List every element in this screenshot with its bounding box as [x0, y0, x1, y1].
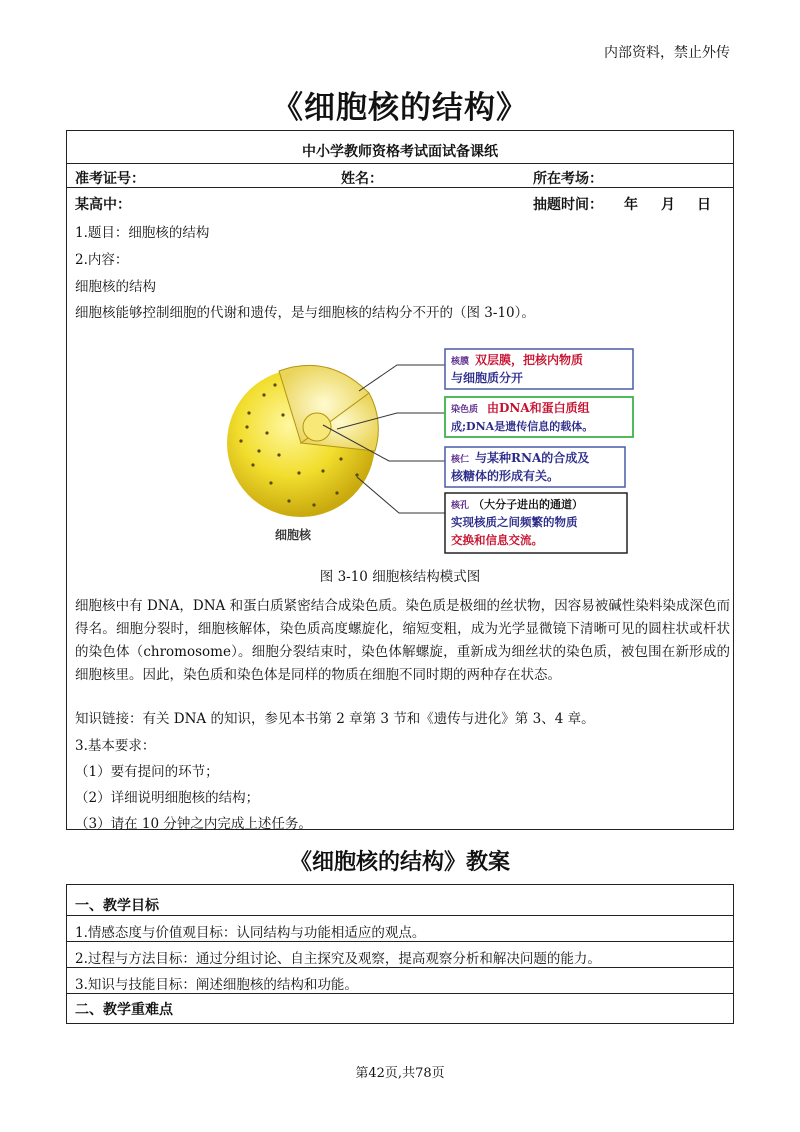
- school-label: 某高中：: [75, 197, 131, 213]
- callout-tag: 核膜: [451, 357, 470, 367]
- nucleus-illustration: [219, 343, 594, 559]
- requirement-item: （2）详细说明细胞核的结构；: [75, 790, 260, 806]
- divider: [67, 187, 733, 188]
- callout-tag: 染色质: [451, 405, 479, 415]
- sheet-heading: 中小学教师资格考试面试备课纸: [302, 144, 498, 160]
- exam-prep-sheet: [66, 130, 734, 830]
- confidential-notice: 内部资料，禁止外传: [604, 45, 730, 61]
- key-points-heading: 二、教学重难点: [75, 1002, 173, 1018]
- lesson-plan-table: [66, 884, 734, 1024]
- year-label: 年: [624, 197, 638, 213]
- requirements-label: 3.基本要求：: [75, 738, 156, 754]
- goal-item: 1.情感态度与价值观目标：认同结构与功能相适应的观点。: [75, 925, 426, 941]
- section-title: 细胞核的结构: [75, 279, 156, 295]
- nucleus-diagram: [219, 343, 594, 559]
- topic-line: 1.题目：细胞核的结构: [75, 225, 210, 241]
- content-label: 2.内容：: [75, 252, 129, 268]
- callout-text: 与某种RNA的合成及: [475, 451, 590, 465]
- divider: [67, 915, 733, 916]
- callout-text: 双层膜，把核内物质: [475, 353, 584, 367]
- callout-text: 与细胞质分开: [451, 371, 524, 385]
- callout-text: 由DNA和蛋白质组: [487, 401, 590, 415]
- callout-text: （大分子进出的通道）: [473, 498, 583, 511]
- intro-line: 细胞核能够控制细胞的代谢和遗传，是与细胞核的结构分不开的（图 3-10）。: [75, 305, 535, 321]
- callout-text: 成;DNA是遗传信息的载体。: [451, 420, 594, 433]
- page-title: 《细胞核的结构》: [272, 90, 528, 126]
- callout-text: 交换和信息交流。: [451, 533, 543, 547]
- nucleus-label: 细胞核: [275, 528, 312, 542]
- knowledge-link: 知识链接：有关 DNA 的知识，参见本书第 2 章第 3 节和《遗传与进化》第 3、4 章。: [75, 711, 595, 727]
- chromatin-paragraph: 细胞核中有 DNA，DNA 和蛋白质紧密结合成染色质。染色质是极细的丝状物，因容易被碱性染料染成深色而得名。细胞分裂时，细胞核解体，染色质高度螺旋化，缩短变粗，成为光学显微镜下清晰可见的圆柱状或杆状的染色体（chromosome）。细胞分裂结束时，染色体解螺旋，重新成为细丝状的染色质，被包围在新形成的细胞核里。因此，染色质和染色体是同样的物质在细胞不同时期的两种存在状态。: [75, 598, 730, 683]
- divider: [67, 163, 733, 164]
- figure-caption: 图 3-10 细胞核结构模式图: [319, 569, 481, 585]
- venue-label: 所在考场：: [533, 171, 603, 187]
- goals-heading: 一、教学目标: [75, 898, 159, 914]
- lesson-plan-title: 《细胞核的结构》教案: [289, 849, 510, 875]
- divider: [67, 941, 733, 942]
- day-label: 日: [697, 197, 711, 213]
- goal-item: 2.过程与方法目标：通过分组讨论、自主探究及观察，提高观察分析和解决问题的能力。: [75, 951, 601, 967]
- page-number: 第42页,共78页: [355, 1066, 445, 1081]
- draw-time-label: 抽题时间：: [533, 197, 603, 213]
- name-label: 姓名：: [341, 171, 383, 187]
- requirement-item: （1）要有提问的环节；: [75, 764, 219, 780]
- divider: [67, 993, 733, 994]
- requirement-item: （3）请在 10 分钟之内完成上述任务。: [75, 816, 312, 832]
- month-label: 月: [661, 197, 675, 213]
- divider: [67, 967, 733, 968]
- callout-tag: 核孔: [451, 501, 470, 511]
- callout-text: 实现核质之间频繁的物质: [451, 515, 578, 529]
- callout-text: 核糖体的形成有关。: [451, 469, 560, 483]
- exam-id-label: 准考证号：: [75, 171, 145, 187]
- goal-item: 3.知识与技能目标：阐述细胞核的结构和功能。: [75, 977, 358, 993]
- callout-tag: 核仁: [451, 455, 470, 465]
